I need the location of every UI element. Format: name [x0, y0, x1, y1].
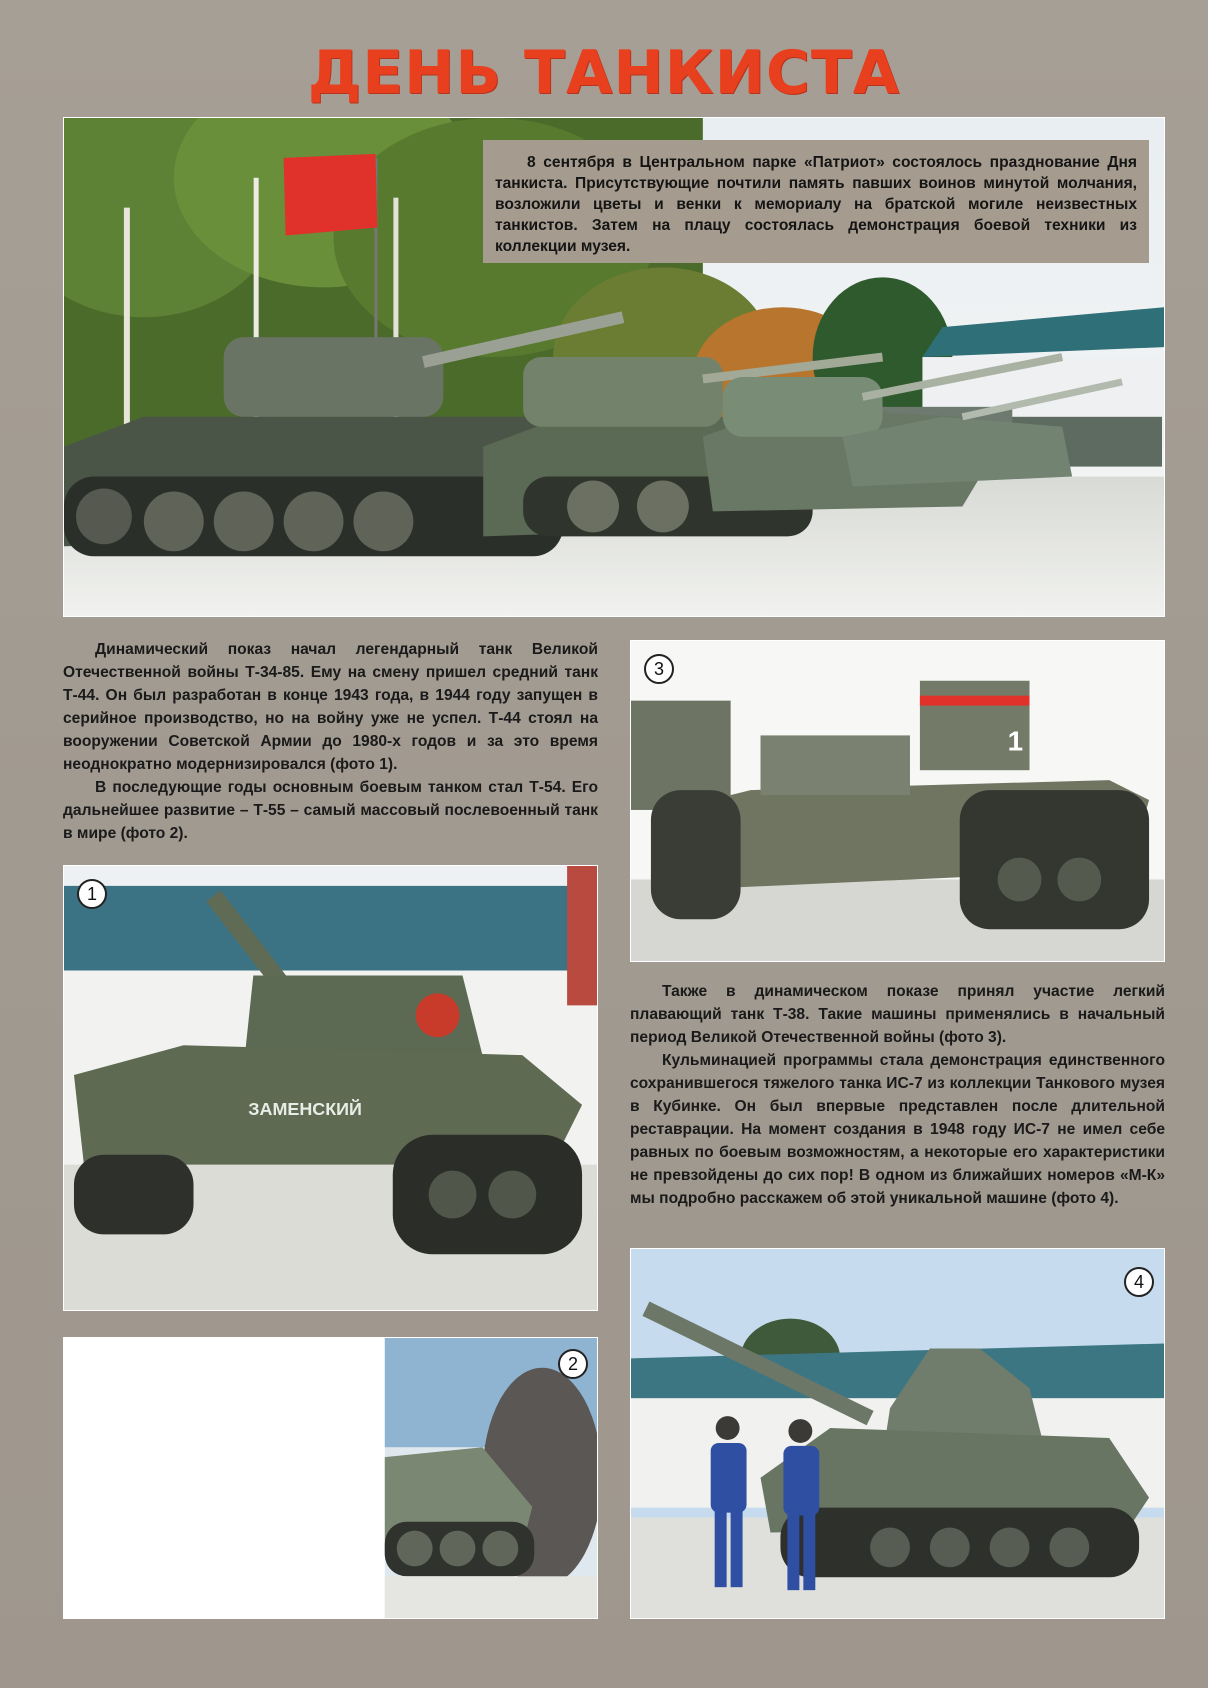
- photo-2-illustration: [64, 1338, 597, 1618]
- photo-3-t38: [630, 640, 1165, 962]
- page-title: ДЕНЬ ТАНКИСТА: [307, 38, 901, 108]
- paragraph-t34-t44: Динамический показ начал легендарный танк Великой Отечественной войны Т-34-85. Ему на смену пришел средний танк Т-44. Он был разработан в конце 1943 года, в 1944 году запущен в серийное производство, но на войну уже не успел. Т-44 стоял на вооружении Советской Армии до 1980-х годов и за это время неоднократно модернизировался (фото 1).: [63, 641, 598, 773]
- photo-1-number-badge: 1: [77, 879, 107, 909]
- photo-3-number-badge: 3: [644, 654, 674, 684]
- paragraph-t38: Также в динамическом показе принял участие легкий плавающий танк Т-38. Такие машины применялись в начальный период Великой Отечественной войны (фото 3).: [630, 983, 1165, 1046]
- turret-number-text: 1: [1007, 725, 1024, 757]
- photo-4-number-badge: 4: [1124, 1267, 1154, 1297]
- photo-2-t55: [63, 1337, 598, 1619]
- photo-4-illustration: [631, 1249, 1164, 1618]
- photo-1-illustration: [64, 866, 597, 1310]
- photo-1-t44: [63, 865, 598, 1311]
- left-text-block: [63, 638, 598, 845]
- photo-3-illustration: [631, 641, 1164, 961]
- paragraph-t54-t55: В последующие годы основным боевым танком стал Т-54. Его дальнейшее развитие – Т-55 – самый массовый послевоенный танк в мире (фото 2).: [63, 779, 598, 842]
- right-text-block: [630, 980, 1165, 1210]
- intro-caption: 8 сентября в Центральном парке «Патриот» состоялось празднование Дня танкиста. Присутствующие почтили память павших воинов минутой молчания, возложили цветы и венки к мемориалу на братской могиле неизвестных танкистов. Затем на плацу состоялась демонстрация боевой техники из коллекции музея.: [483, 140, 1149, 263]
- photo-2-number-badge: 2: [558, 1349, 588, 1379]
- photo-4-is7: [630, 1248, 1165, 1619]
- paragraph-is7: Кульминацией программы стала демонстрация единственного сохранившегося тяжелого танка ИС-7 из коллекции Танкового музея в Кубинке. Он был впервые представлен после длительной реставрации. На момент создания в 1948 году ИС-7 не имел себе равных по боевым возможностям, а некоторые его характеристики не превзойдены до сих пор! В одном из ближайших номеров «М-К» мы подробно расскажем об этой уникальной машине (фото 4).: [630, 1052, 1165, 1207]
- tank-marking-text: ЗАМЕНСКИЙ: [248, 1098, 362, 1119]
